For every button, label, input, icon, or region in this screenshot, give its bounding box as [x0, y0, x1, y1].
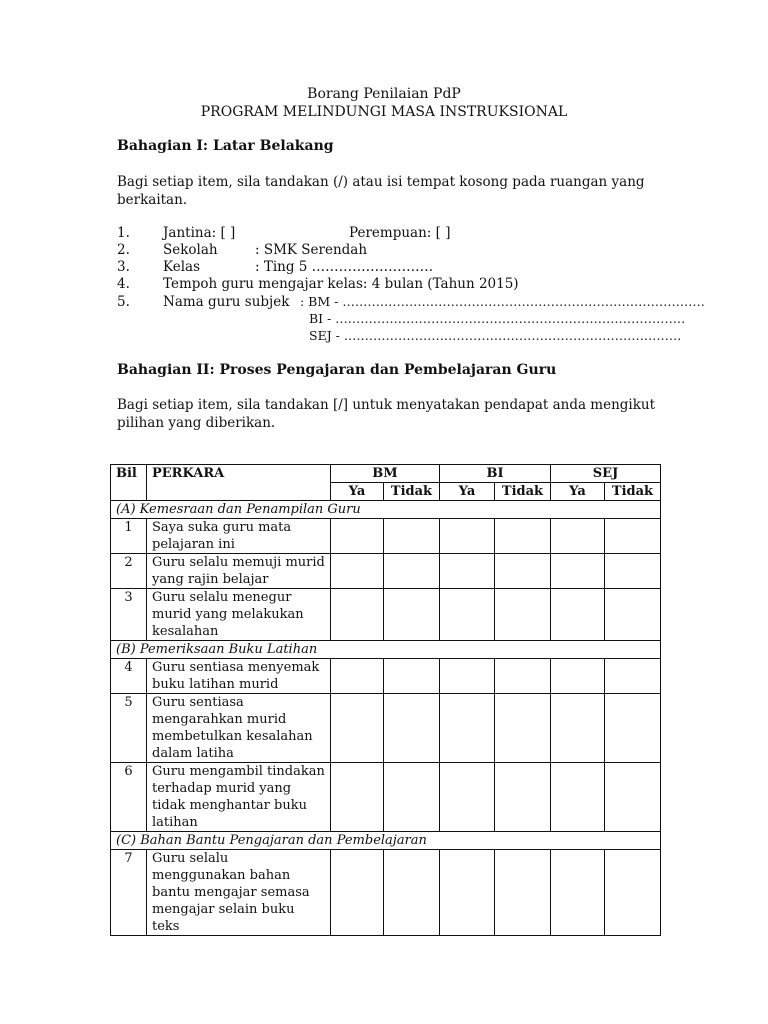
col-ya: Ya [331, 483, 384, 501]
answer-cell[interactable] [495, 694, 551, 763]
form-title: Borang Penilaian PdP [307, 86, 461, 102]
answer-cell[interactable] [551, 659, 605, 694]
answer-cell[interactable] [605, 850, 661, 936]
row-text: Guru selalu menegur murid yang melakukan kesalahan [147, 589, 331, 641]
kelas-label: Kelas [163, 259, 201, 275]
answer-cell[interactable] [384, 694, 440, 763]
answer-cell[interactable] [440, 554, 495, 589]
row-bil: 7 [111, 850, 147, 936]
item-number: 5. [117, 294, 130, 310]
row-bil: 5 [111, 694, 147, 763]
col-tidak: Tidak [384, 483, 440, 501]
row-bil: 6 [111, 763, 147, 832]
col-bil-header: Bil [111, 465, 147, 501]
table-row [111, 763, 661, 832]
row-text: Guru selalu memuji murid yang rajin belajar [147, 554, 331, 589]
section-1-instruction: Bagi setiap item, sila tandakan (/) atau isi tempat kosong pada ruangan yang berkaitan. [117, 174, 645, 208]
answer-cell[interactable] [384, 850, 440, 936]
kelas-value[interactable]: : Ting 5 ……………………… [255, 259, 434, 275]
perempuan-field[interactable]: Perempuan: [ ] [349, 225, 451, 241]
teacher-bm-field[interactable]: : BM - …………………………………………………………………………… [300, 294, 705, 309]
answer-cell[interactable] [384, 763, 440, 832]
row-text: Guru selalu menggunakan bahan bantu mengajar semasa mengajar selain buku teks [147, 850, 331, 936]
row-text: Saya suka guru mata pelajaran ini [147, 519, 331, 554]
answer-cell[interactable] [440, 519, 495, 554]
col-tidak: Tidak [495, 483, 551, 501]
answer-cell[interactable] [384, 554, 440, 589]
section-1-heading: Bahagian I: Latar Belakang [117, 138, 334, 154]
col-ya: Ya [551, 483, 605, 501]
jantina-field[interactable]: Jantina: [ ] [163, 225, 236, 241]
col-ya: Ya [440, 483, 495, 501]
section-2-heading: Bahagian II: Proses Pengajaran dan Pembelajaran Guru [117, 362, 557, 378]
answer-cell[interactable] [551, 850, 605, 936]
answer-cell[interactable] [495, 763, 551, 832]
sekolah-label: Sekolah [163, 242, 218, 258]
table-row [111, 659, 661, 694]
answer-cell[interactable] [495, 659, 551, 694]
tempoh-label: Tempoh guru mengajar kelas: 4 bulan (Tahun 2015) [163, 276, 519, 292]
answer-cell[interactable] [495, 519, 551, 554]
answer-cell[interactable] [440, 763, 495, 832]
group-heading: (B) Pemeriksaan Buku Latihan [111, 641, 661, 659]
answer-cell[interactable] [605, 554, 661, 589]
row-text: Guru mengambil tindakan terhadap murid yang tidak menghantar buku latihan [147, 763, 331, 832]
answer-cell[interactable] [605, 519, 661, 554]
answer-cell[interactable] [551, 554, 605, 589]
answer-cell[interactable] [440, 694, 495, 763]
group-heading: (A) Kemesraan dan Penampilan Guru [111, 501, 661, 519]
sekolah-value: : SMK Serendah [255, 242, 368, 258]
answer-cell[interactable] [384, 659, 440, 694]
answer-cell[interactable] [331, 850, 384, 936]
answer-cell[interactable] [440, 850, 495, 936]
teacher-sej-field[interactable]: SEJ - ……………………………………………………………………… [309, 328, 682, 343]
answer-cell[interactable] [551, 519, 605, 554]
answer-cell[interactable] [551, 763, 605, 832]
col-subject-bm: BM [331, 465, 440, 483]
answer-cell[interactable] [495, 554, 551, 589]
answer-cell[interactable] [440, 659, 495, 694]
answer-cell[interactable] [551, 694, 605, 763]
form-subtitle: PROGRAM MELINDUNGI MASA INSTRUKSIONAL [200, 104, 568, 120]
row-text: Guru sentiasa mengarahkan murid membetulkan kesalahan dalam latiha [147, 694, 331, 763]
item-number: 1. [117, 225, 130, 241]
answer-cell[interactable] [551, 589, 605, 641]
answer-cell[interactable] [605, 763, 661, 832]
nama-guru-label: Nama guru subjek [163, 294, 290, 310]
row-bil: 1 [111, 519, 147, 554]
answer-cell[interactable] [605, 659, 661, 694]
section-2-instruction: Bagi setiap item, sila tandakan [/] untuk menyatakan pendapat anda mengikut pilihan yang diberikan. [117, 397, 656, 431]
answer-cell[interactable] [331, 554, 384, 589]
item-number: 2. [117, 242, 130, 258]
table-row [111, 519, 661, 554]
group-heading: (C) Bahan Bantu Pengajaran dan Pembelajaran [111, 832, 661, 850]
answer-cell[interactable] [495, 850, 551, 936]
row-bil: 4 [111, 659, 147, 694]
table-row [111, 589, 661, 641]
col-tidak: Tidak [605, 483, 661, 501]
answer-cell[interactable] [605, 589, 661, 641]
col-subject-sej: SEJ [551, 465, 661, 483]
row-bil: 2 [111, 554, 147, 589]
answer-cell[interactable] [331, 519, 384, 554]
answer-cell[interactable] [331, 763, 384, 832]
answer-cell[interactable] [440, 589, 495, 641]
table-row [111, 850, 661, 936]
answer-cell[interactable] [605, 694, 661, 763]
answer-cell[interactable] [384, 519, 440, 554]
table-row [111, 554, 661, 589]
row-text: Guru sentiasa menyemak buku latihan murid [147, 659, 331, 694]
answer-cell[interactable] [384, 589, 440, 641]
answer-cell[interactable] [331, 694, 384, 763]
teacher-bi-field[interactable]: BI - ………………………………………………………………………… [309, 311, 686, 326]
row-bil: 3 [111, 589, 147, 641]
col-perkara-header: PERKARA [147, 465, 331, 501]
item-number: 4. [117, 276, 130, 292]
answer-cell[interactable] [331, 589, 384, 641]
evaluation-table [110, 464, 661, 936]
table-row [111, 694, 661, 763]
col-subject-bi: BI [440, 465, 551, 483]
answer-cell[interactable] [331, 659, 384, 694]
item-number: 3. [117, 259, 130, 275]
answer-cell[interactable] [495, 589, 551, 641]
